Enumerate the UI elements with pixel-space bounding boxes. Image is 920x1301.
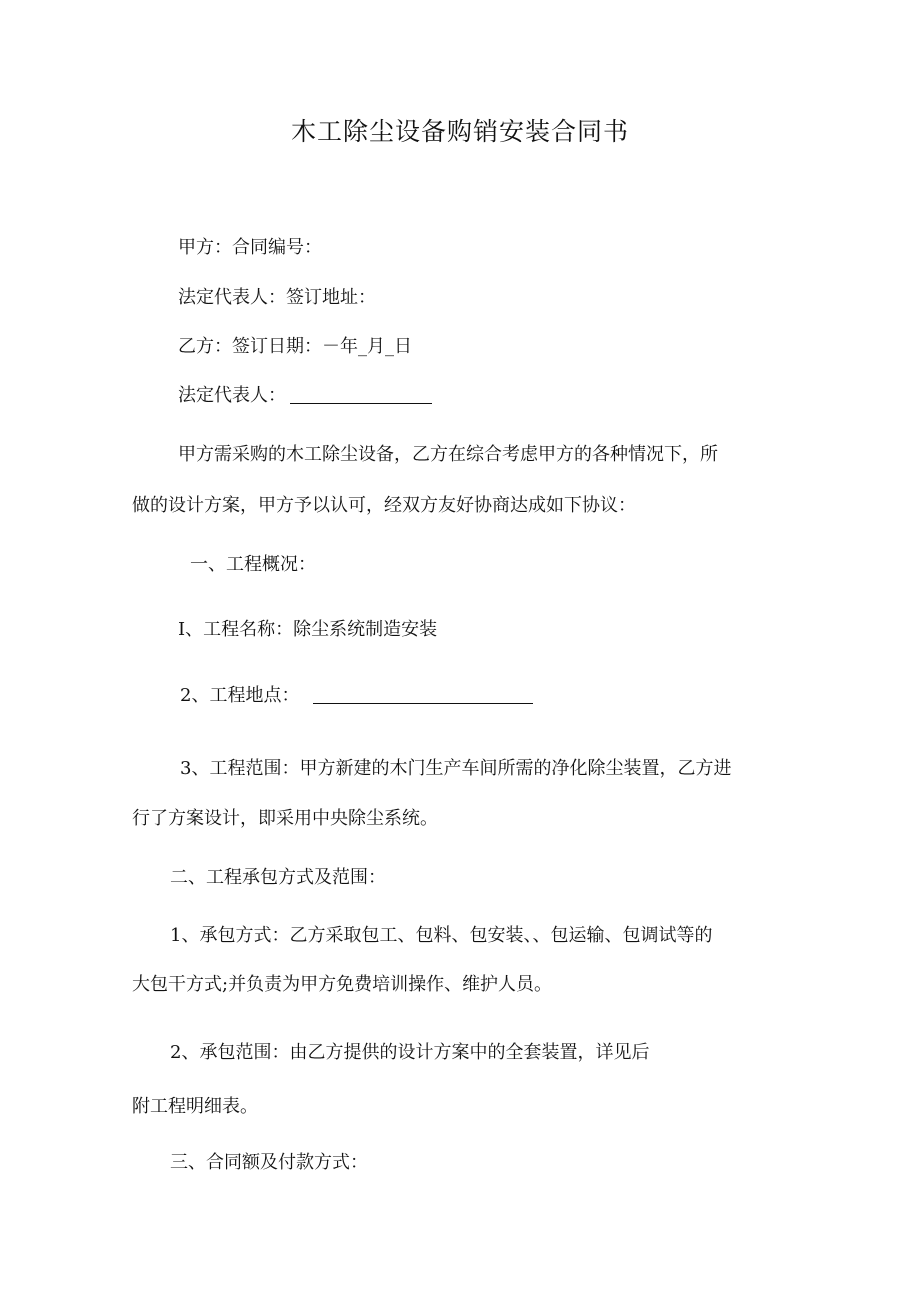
project-scope-line-1: 3、工程范围：甲方新建的木门生产车间所需的净化除尘装置，乙方进 (180, 758, 732, 779)
party-a-line: 甲方：合同编号： (178, 237, 322, 258)
section-2-heading: 二、工程承包方式及范围： (170, 867, 386, 888)
project-location-line (180, 684, 533, 708)
party-b-date-line: 乙方：签订日期：－年_月_日 (178, 336, 412, 357)
contract-scope-line-1: 2、承包范围：由乙方提供的设计方案中的全套装置，详见后 (170, 1042, 650, 1063)
intro-line-1: 甲方需采购的木工除尘设备，乙方在综合考虑甲方的各种情况下，所 (178, 444, 718, 465)
contract-method-line-1: 1、承包方式：乙方采取包工、包料、包安装、、包运输、包调试等的 (170, 925, 713, 946)
contract-method-line-2: 大包干方式;并负责为甲方免费培训操作、维护人员。 (132, 974, 553, 995)
legal-rep-line (178, 384, 432, 408)
document-title: 木工除尘设备购销安装合同书 (290, 117, 629, 146)
section-1-heading: 一、工程概况： (190, 554, 316, 575)
signature-blank (290, 385, 432, 404)
intro-line-2: 做的设计方案，甲方予以认可，经双方友好协商达成如下协议： (132, 495, 636, 516)
legal-rep-address-line: 法定代表人：签订地址： (178, 287, 376, 308)
contract-scope-line-2: 附工程明细表。 (132, 1096, 258, 1117)
location-blank (313, 685, 533, 704)
legal-rep-label: 法定代表人： (178, 385, 286, 406)
project-scope-line-2: 行了方案设计，即采用中央除尘系统。 (132, 808, 438, 829)
project-location-label: 2、工程地点： (180, 685, 300, 706)
project-name-line: I、工程名称：除尘系统制造安装 (178, 619, 438, 640)
section-3-heading: 三、合同额及付款方式： (170, 1152, 368, 1173)
